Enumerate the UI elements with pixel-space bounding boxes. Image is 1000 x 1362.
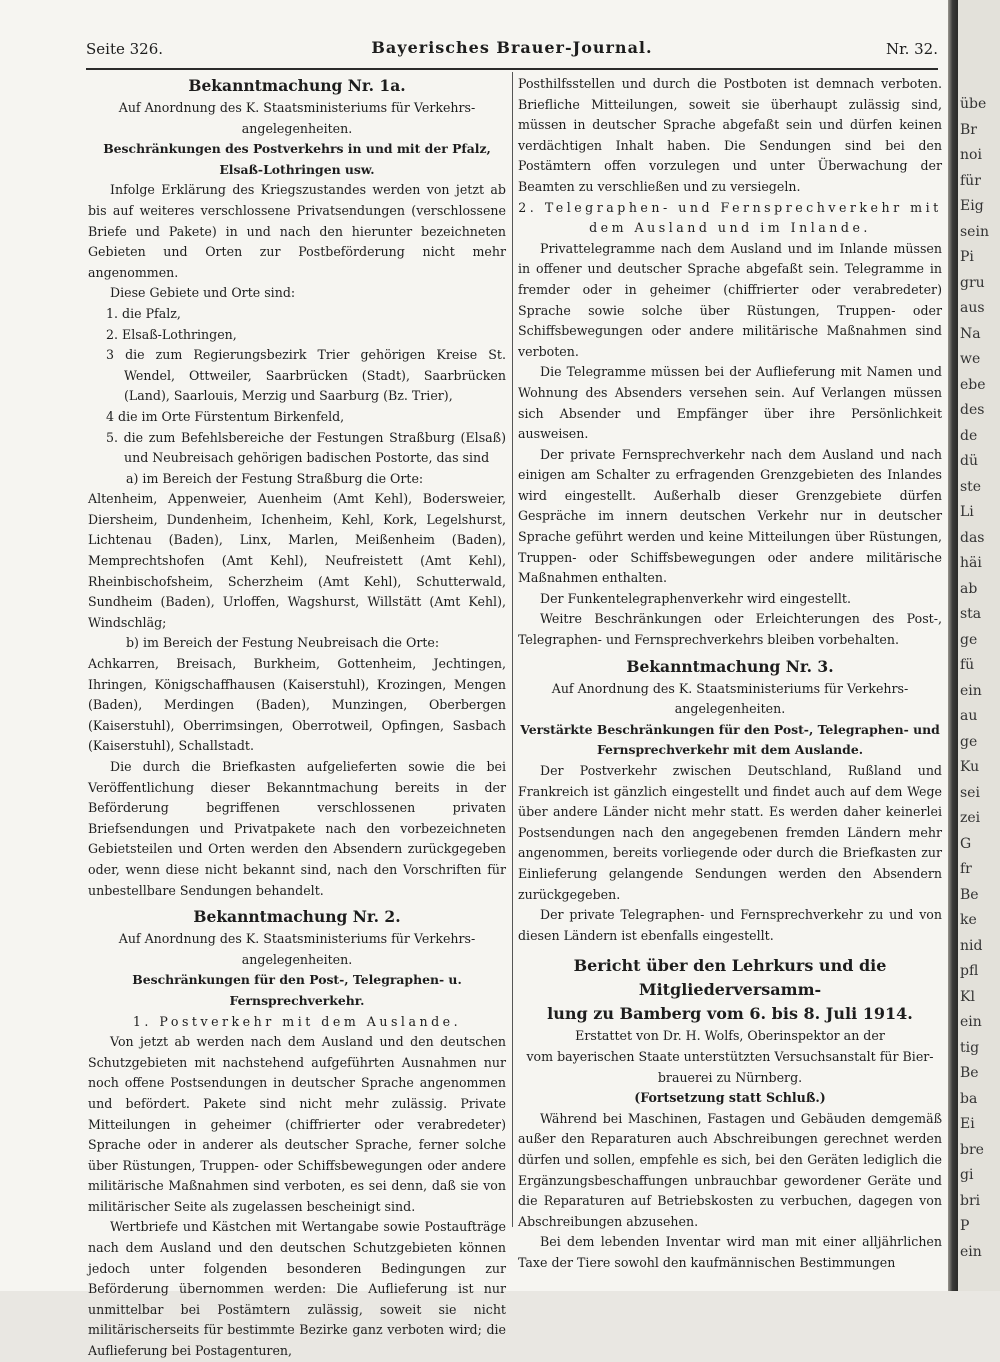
adjacent-page-fragment: häi — [960, 555, 982, 571]
notice-1a-list-intro: Diese Gebiete und Orte sind: — [110, 285, 296, 301]
report-paragraph: Bei dem lebenden Inventar wird man mit einer alljährlichen Taxe der Tiere sowohl den kaufmännischen Bestimmungen — [518, 1234, 942, 1270]
report-title-cont: lung zu Bamberg vom 6. bis 8. Juli 1914. — [547, 1004, 913, 1024]
notice-2-paragraph: Wertbriefe und Kästchen mit Wertangabe sowie Postaufträge nach dem Ausland und den deutschen Schutzgebieten können jedoch unter folgenden besonderen Bedingungen zur Beförderung übernommen werden: Die Auflieferung ist nur unmittelbar bei Postämtern zulässig, soweit sie nicht militärischerseits für bestimmte Bezirke ganz verboten wird; die Auflieferung bei Postagenturen, — [88, 1219, 506, 1359]
adjacent-page-fragment: Li — [960, 504, 974, 520]
adjacent-page-fragment: tig — [960, 1039, 980, 1056]
right-column — [518, 74, 942, 1273]
notice-3-subhead-cont: Fernsprechverkehr mit dem Auslande. — [596, 742, 864, 758]
adjacent-page-fragment: Kl — [960, 988, 975, 1005]
list-item: 1. die Pfalz, — [106, 305, 181, 321]
header-rule — [86, 68, 938, 70]
list-item: 3 die zum Regierungsbezirk Trier gehörigen Kreise St. Wendel, Ottweiler, Saarbrücken (Stadt), Saarbrücken (Land), Saarlouis, Merzig und Saarburg (Bz. Trier), — [106, 347, 506, 404]
adjacent-page-fragment: de — [960, 427, 978, 444]
strassburg-places: Altenheim, Appenweier, Auenheim (Amt Kehl), Bodersweier, Diersheim, Dundenheim, Ichenheim, Kehl, Kork, Legelshurst, Lichtenau (Baden), Linx, Marlen, Meißenheim (Baden), Memprechtshofen (Amt Kehl), Neufreistett (Amt Kehl), Rheinbischofsheim, Scherzheim (Amt Kehl), Schutterwald, Sundheim (Baden), Urloffen, Wagshurst, Willstätt (Amt Kehl), Windschläg; — [88, 491, 506, 630]
binding-shadow — [948, 0, 958, 1291]
notice-1a-closing: Die durch die Briefkasten aufgelieferten sowie die bei Veröffentlichung dieser Bekanntmachung bereits in der Beförderung begriffenen verschlossenen privaten Briefsendungen und Privatpakete nach den vorbezeichneten Gebietsteilen und Orten werden den Absendern zurückgegeben oder, wenn diese nicht bekannt sind, nach den Vorschriften für unbestellbare Sendungen behandelt. — [88, 759, 506, 898]
adjacent-page-fragment: ein — [960, 1014, 982, 1030]
list-item: 4 die im Orte Fürstentum Birkenfeld, — [106, 408, 345, 424]
adjacent-page-fragment: Na — [960, 325, 981, 342]
adjacent-page-fragment: G — [960, 835, 972, 852]
list-item: 5. die zum Befehlsbereiche der Festungen Straßburg (Elsaß) und Neubreisach gehörigen badischen Postorte, das sind — [106, 429, 506, 466]
adjacent-page-fragment: ab — [960, 580, 978, 597]
adjacent-page-fragment: ste — [960, 478, 982, 495]
notice-3-subhead: Verstärkte Beschränkungen für den Post-, Telegraphen- und — [520, 721, 940, 737]
adjacent-page-fragment: Ku — [960, 759, 980, 775]
adjacent-page-fragment: sei — [960, 784, 980, 801]
adjacent-page-fragment: des — [960, 402, 985, 418]
adjacent-page-fragment: ebe — [960, 376, 986, 393]
telegraph-paragraph: Privattelegramme nach dem Ausland und im Inlande müssen in offener und deutscher Sprache abgefaßt sein. Telegramme in fremder oder in geheimer (chiffrierter oder verabredeter) Sprache sowie solche über Rüstungen, Truppen- oder Schiffsbewegungen oder andere militärische Maßnahmen sind verboten. — [518, 240, 942, 359]
notice-2-subhead: Beschränkungen für den Post-, Telegraphen- u. Fernsprechverkehr. — [132, 972, 462, 1008]
adjacent-page-fragment: Be — [960, 1065, 979, 1081]
adjacent-page-fragment: dü — [960, 453, 978, 469]
notice-3-paragraph: Der Postverkehr zwischen Deutschland, Rußland und Frankreich ist gänzlich eingestellt und findet auch auf dem Wege über andere Länder nicht mehr statt. Es werden daher keinerlei Postsendungen nach den angegebenen fremden Ländern mehr angenommen, bereits vorliegende oder durch die Briefkasten zur Einlieferung gelangende Sendungen werden den Absendern zurückgegeben. — [518, 763, 942, 902]
neubreisach-places: Achkarren, Breisach, Burkheim, Gottenheim, Jechtingen, Ihringen, Königschaffhausen (Kaiserstuhl), Krozingen, Mengen (Baden), Merdingen (Baden), Munzingen, Oberbergen (Kaiserstuhl), Oberrimsingen, Oberrotweil, Opfingen, Sasbach (Kaiserstuhl), Schallstadt. — [88, 656, 506, 754]
journal-title: Bayerisches Brauer-Journal. — [371, 38, 653, 57]
notice-2-byline-cont: angelegenheiten. — [241, 951, 353, 967]
report-paragraph: Während bei Maschinen, Fastagen und Gebäuden demgemäß außer den Reparaturen auch Abschreibungen gerechnet werden dürfen und sollen, empfehle es sich, bei den Geräten lediglich die Ergänzungsbeschaffungen unbrauchbar gewordener Geräte und die Reparaturen auf Betriebskosten zu verbuchen, dagegen von Abschreibungen abzusehen. — [518, 1110, 942, 1229]
adjacent-page-fragment: bri — [960, 1192, 981, 1209]
reservation-paragraph: Weitre Beschränkungen oder Erleichterungen des Post-, Telegraphen- und Fernsprechverkehrs bleiben vorbehalten. — [518, 611, 942, 648]
notice-2-byline: Auf Anordnung des K. Staatsministeriums für Verkehrs- — [118, 931, 476, 947]
list-item: 2. Elsaß-Lothringen, — [106, 326, 237, 342]
adjacent-page-fragment: ein — [960, 682, 982, 699]
issue-number: Nr. 32. — [885, 40, 938, 58]
radio-paragraph: Der Funkentelegraphenverkehr wird eingestellt. — [540, 590, 851, 606]
notice-2-paragraph: Von jetzt ab werden nach dem Ausland und den deutschen Schutzgebieten mit nachstehend aufgeführten Ausnahmen nur noch offene Postsendungen in deutscher Sprache angenommen und befördert. Pakete sind nicht mehr zulässig. Private Mitteilungen in geheimer (chiffrierter oder verabredeter) Sprache oder in anderer als deutscher Sprache, ferner solche über Rüstungen, Truppen- oder Schiffsbewegungen oder andere militärische Maßnahmen sind verboten, es sei denn, daß sie von militärischer Seite als zugelassen bescheinigt sind. — [88, 1034, 506, 1214]
notice-1a-subhead: Beschränkungen des Postverkehrs in und mit der Pfalz, — [103, 141, 491, 157]
report-byline-cont: vom bayerischen Staate unterstützten Versuchsanstalt für Bier- — [526, 1048, 934, 1064]
neubreisach-intro: b) im Bereich der Festung Neubreisach die Orte: — [126, 635, 440, 651]
section-1-heading: 1. Postverkehr mit dem Auslande. — [132, 1013, 462, 1029]
adjacent-page-fragment: sein — [960, 223, 989, 240]
telegraph-paragraph: Die Telegramme müssen bei der Auflieferung mit Namen und Wohnung des Absenders versehen sein. Auf Verlangen müssen sich Absender und Empfänger über ihre Persönlichkeit ausweisen. — [518, 364, 942, 442]
adjacent-page-fragment: zei — [960, 810, 981, 826]
adjacent-page-fragment: gru — [960, 274, 985, 291]
adjacent-page-fragment: Eig — [960, 198, 984, 214]
page-number: Seite 326. — [86, 40, 164, 58]
adjacent-page-fragment: Br — [960, 121, 977, 138]
adjacent-page-fragment: Be — [960, 886, 979, 903]
notice-1a-byline-cont: angelegenheiten. — [241, 120, 353, 136]
adjacent-page-fragment: bre — [960, 1141, 984, 1158]
notice-3-paragraph: Der private Telegraphen- und Fernsprechverkehr zu und von diesen Ländern ist ebenfalls eingestellt. — [518, 907, 942, 943]
adjacent-page-fragment: ge — [960, 631, 978, 648]
adjacent-page-fragment: übe — [960, 96, 987, 112]
adjacent-page-fragment: fr — [960, 861, 972, 877]
notice-1a-title: Bekanntmachung Nr. 1a. — [188, 76, 406, 95]
notice-3-byline-cont: angelegenheiten. — [674, 701, 786, 717]
adjacent-page-fragment: für — [960, 172, 981, 189]
report-byline: Erstattet von Dr. H. Wolfs, Oberinspektor an der — [575, 1028, 885, 1044]
telephone-paragraph: Der private Fernsprechverkehr nach dem Ausland und nach einigen am Schalter zu erfragenden Grenzgebieten des Inlandes wird eingestellt. Außerhalb dieser Grenzgebiete dürfen Gespräche im innern deutschen Verkehr nur in deutscher Sprache geführt werden und keine Mitteilungen über Rüstungen, Truppen- oder Schiffsbewegungen oder andere militärische Maßnahmen enthalten. — [518, 446, 942, 586]
adjacent-page-edge — [958, 0, 1000, 1291]
adjacent-page-fragment: we — [960, 351, 981, 367]
section-2-heading: 2. Telegraphen- und Fernsprechverkehr mit — [518, 199, 942, 215]
notice-1a-subhead-cont: Elsaß-Lothringen usw. — [219, 161, 375, 177]
adjacent-page-fragment: fü — [960, 657, 975, 673]
left-column — [88, 74, 506, 1362]
adjacent-page-fragment: P — [960, 1218, 970, 1234]
region-list — [88, 304, 506, 469]
adjacent-page-fragment: ke — [960, 912, 977, 928]
adjacent-page-fragment: pfl — [960, 963, 979, 979]
adjacent-page-fragment: ein — [960, 1243, 982, 1260]
adjacent-page-fragment: das — [960, 529, 985, 546]
adjacent-page-fragment: aus — [960, 300, 985, 316]
adjacent-page-fragment: sta — [960, 606, 982, 622]
column-divider — [512, 72, 513, 1227]
continuation-paragraph: Posthilfsstellen und durch die Postboten ist demnach verboten. Briefliche Mitteilungen, soweit sie überhaupt zulässig sind, müssen in deutscher Sprache abgefaßt sein und dürfen keinen verdächtigen Inhalt haben. Die Sendungen sind bei den Postämtern offen vorzulegen und unter Überwachung der Beamten zu verschließen und zu versiegeln. — [518, 76, 942, 194]
notice-3-title: Bekanntmachung Nr. 3. — [626, 656, 834, 676]
adjacent-page-fragment: ge — [960, 733, 978, 750]
notice-1a-byline: Auf Anordnung des K. Staatsministeriums für Verkehrs- — [118, 100, 476, 115]
strassburg-intro: a) im Bereich der Festung Straßburg die Orte: — [126, 470, 424, 486]
adjacent-page-fragment: Ei — [960, 1116, 975, 1132]
adjacent-page-fragment: ba — [960, 1090, 978, 1107]
notice-3-byline: Auf Anordnung des K. Staatsministeriums für Verkehrs- — [551, 680, 909, 696]
report-title: Bericht über den Lehrkurs und die Mitgliederversamm- — [573, 956, 887, 1000]
notice-1a-intro: Infolge Erklärung des Kriegszustandes werden von jetzt ab bis auf weiteres verschlossene Privatsendungen (verschlossene Briefe und Pakete) in und nach den hierunter bezeichneten Gebieten und Orten zur Postbeförderung nicht mehr angenommen. — [88, 182, 506, 280]
report-byline-cont: brauerei zu Nürnberg. — [657, 1069, 803, 1085]
section-2-heading-cont: dem Ausland und im Inlande. — [589, 220, 871, 236]
adjacent-page-fragment: au — [960, 708, 978, 724]
adjacent-page-fragment: Pi — [960, 249, 974, 265]
adjacent-page-fragment: noi — [960, 147, 982, 163]
adjacent-page-fragment: gi — [960, 1167, 974, 1183]
adjacent-page-fragment: nid — [960, 937, 983, 954]
notice-2-title: Bekanntmachung Nr. 2. — [193, 907, 401, 927]
continuation-note: (Fortsetzung statt Schluß.) — [634, 1090, 826, 1106]
page-header — [86, 36, 938, 64]
